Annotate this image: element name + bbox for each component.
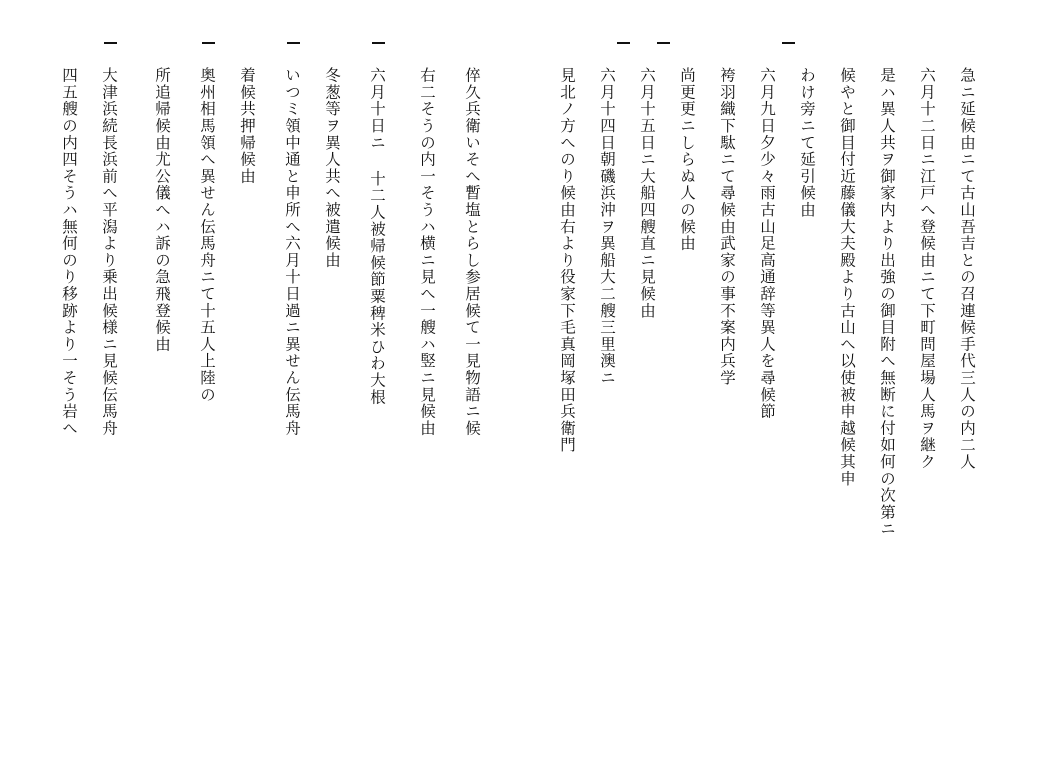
text-column: 六月九日夕少々雨古山足高通辞等異人を尋候節 — [758, 67, 776, 420]
text-column: 急ニ延候由ニて古山吾吉との召連候手代三人の内二人 — [958, 67, 976, 471]
text-column: 着候共押帰候由 — [238, 67, 256, 185]
text-column: 六月十日ニ 十二人被帰候節粟稗米ひわ大根 — [368, 67, 386, 406]
text-column: 右二そうの内一そうハ横ニ見へ一艘ハ竪ニ見候由 — [418, 67, 436, 437]
text-column: 大津浜続長浜前へ平潟より乗出候様ニ見候伝馬舟 — [100, 67, 118, 437]
text-column: 冬葱等ヲ異人共へ被遣候由 — [323, 67, 341, 269]
item-marker — [372, 42, 385, 44]
item-marker — [287, 42, 300, 44]
text-column: 六月十五日ニ大船四艘直ニ見候由 — [638, 67, 656, 319]
text-column: 倅久兵衛いそへ暫塩とらし参居候て一見物語ニ候 — [463, 67, 481, 437]
item-marker — [617, 42, 630, 44]
text-column: 是ハ異人共ヲ御家内より出強の御目附へ無断に付如何の次第ニ — [878, 67, 896, 538]
text-column: 見北ノ方へのり候由右より役家下毛真岡塚田兵衛門 — [558, 67, 576, 454]
text-column: 六月十二日ニ江戸へ登候由ニて下町問屋場人馬ヲ継ク — [918, 67, 936, 471]
text-column: わけ旁ニて延引候由 — [798, 67, 816, 219]
text-column: 六月十四日朝磯浜沖ヲ異船大二艘三里澳ニ — [598, 67, 616, 387]
text-column: 候やと御目付近藤儀大夫殿より古山へ以使被申越候其申 — [838, 67, 856, 487]
item-marker — [104, 42, 117, 44]
text-column: 袴羽織下駄ニて尋候由武家の事不案内兵学 — [718, 67, 736, 387]
text-column: 尚更更ニしらぬ人の候由 — [678, 67, 696, 252]
text-column: いつミ領中通と申所へ六月十日過ニ異せん伝馬舟 — [283, 67, 301, 437]
text-column: 四五艘の内四そうハ無何のり移跡より一そう岩へ — [60, 67, 78, 437]
text-column: 奥州相馬領へ異せん伝馬舟ニて十五人上陸の — [198, 67, 216, 403]
item-marker — [782, 42, 795, 44]
text-column: 所追帰候由尤公儀へハ訴の急飛登候由 — [153, 67, 171, 353]
item-marker — [657, 42, 670, 44]
item-marker — [202, 42, 215, 44]
